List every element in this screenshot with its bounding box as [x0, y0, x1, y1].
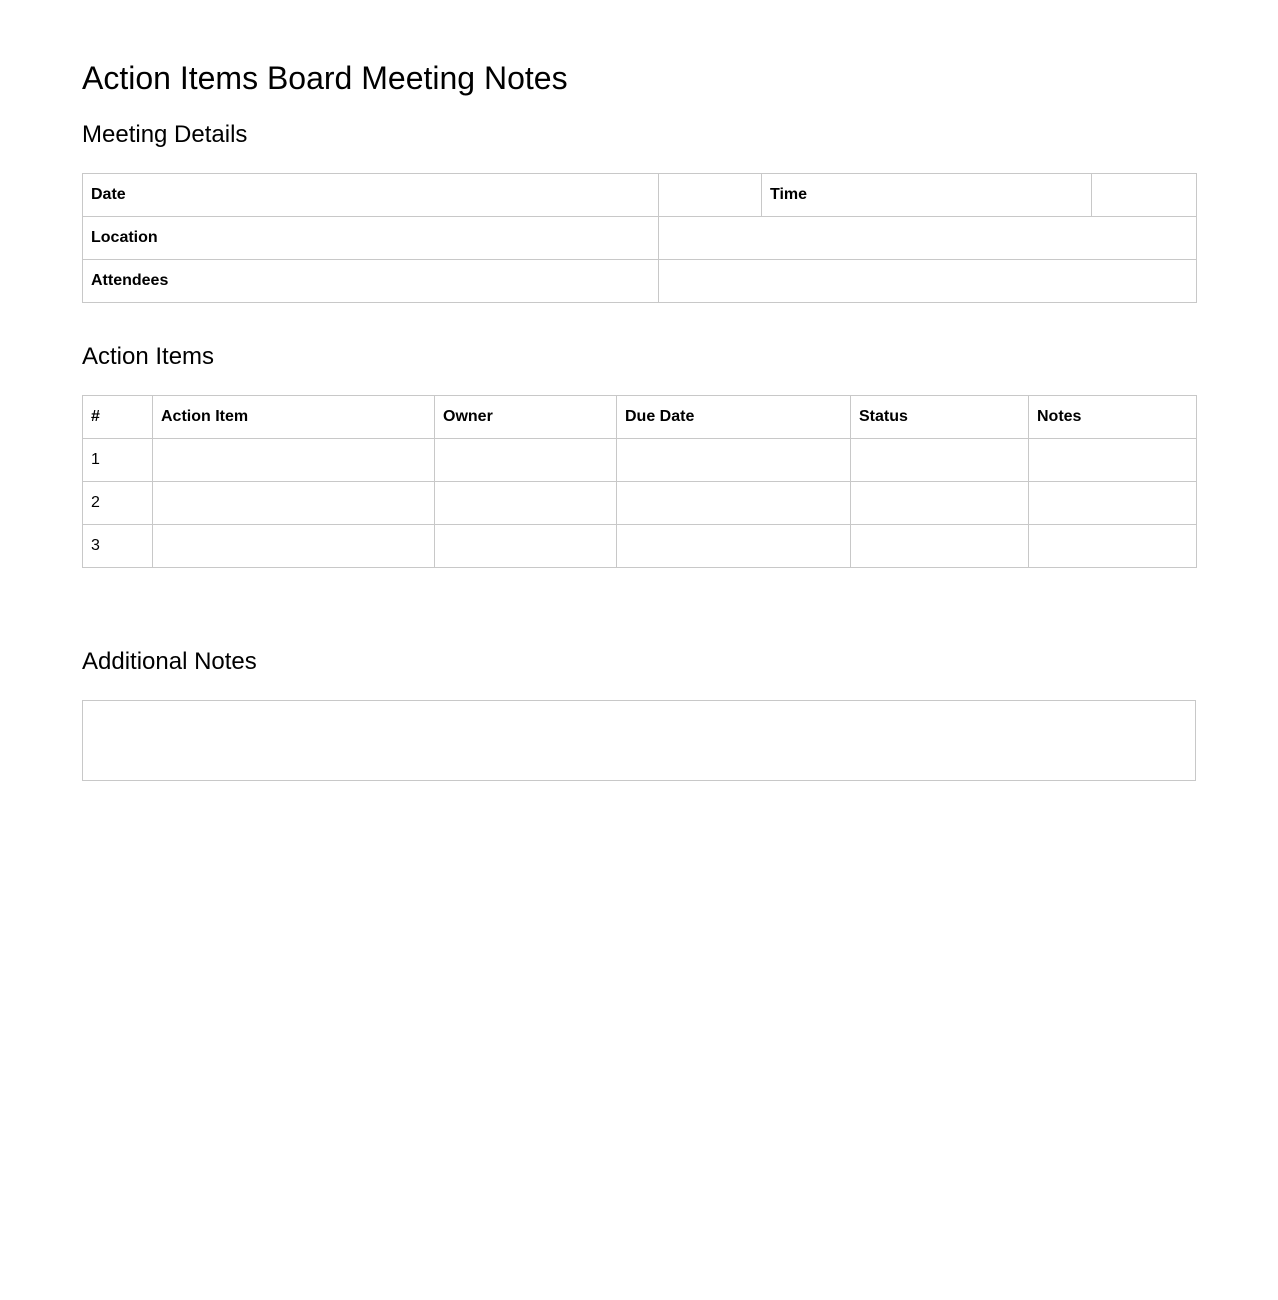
- meeting-details-table: [82, 173, 1197, 303]
- owner-cell[interactable]: [435, 439, 617, 482]
- table-row: [83, 482, 1197, 525]
- table-row: [83, 525, 1197, 568]
- table-row: [83, 439, 1197, 482]
- notes-cell[interactable]: [1029, 482, 1197, 525]
- action-items-heading: Action Items: [82, 343, 215, 370]
- attendees-value-cell[interactable]: [659, 260, 1197, 303]
- location-value-cell[interactable]: [659, 217, 1197, 260]
- location-label: Location: [83, 217, 659, 260]
- due-date-cell[interactable]: [617, 482, 851, 525]
- row-number-cell: 1: [83, 439, 153, 482]
- column-header-owner: Owner: [435, 396, 617, 439]
- meeting-details-heading: Meeting Details: [82, 121, 248, 148]
- due-date-cell[interactable]: [617, 439, 851, 482]
- location-row: [83, 217, 1197, 260]
- status-cell[interactable]: [851, 439, 1029, 482]
- column-header-due-date: Due Date: [617, 396, 851, 439]
- column-header-number: #: [83, 396, 153, 439]
- owner-cell[interactable]: [435, 482, 617, 525]
- row-number-cell: 2: [83, 482, 153, 525]
- attendees-label: Attendees: [83, 260, 659, 303]
- additional-notes-heading: Additional Notes: [82, 648, 257, 675]
- status-cell[interactable]: [851, 482, 1029, 525]
- due-date-cell[interactable]: [617, 525, 851, 568]
- attendees-row: [83, 260, 1197, 303]
- action-item-cell[interactable]: [153, 482, 435, 525]
- time-label: Time: [762, 174, 1092, 217]
- status-cell[interactable]: [851, 525, 1029, 568]
- date-time-row: [83, 174, 1197, 217]
- action-item-cell[interactable]: [153, 525, 435, 568]
- additional-notes-box[interactable]: [82, 700, 1196, 781]
- column-header-action-item: Action Item: [153, 396, 435, 439]
- action-item-cell[interactable]: [153, 439, 435, 482]
- action-items-header-row: [83, 396, 1197, 439]
- notes-cell[interactable]: [1029, 525, 1197, 568]
- date-value-cell[interactable]: [659, 174, 762, 217]
- column-header-status: Status: [851, 396, 1029, 439]
- column-header-notes: Notes: [1029, 396, 1197, 439]
- action-items-table: [82, 395, 1197, 568]
- owner-cell[interactable]: [435, 525, 617, 568]
- row-number-cell: 3: [83, 525, 153, 568]
- date-label: Date: [83, 174, 659, 217]
- page-title: Action Items Board Meeting Notes: [82, 60, 568, 96]
- notes-cell[interactable]: [1029, 439, 1197, 482]
- time-value-cell[interactable]: [1092, 174, 1197, 217]
